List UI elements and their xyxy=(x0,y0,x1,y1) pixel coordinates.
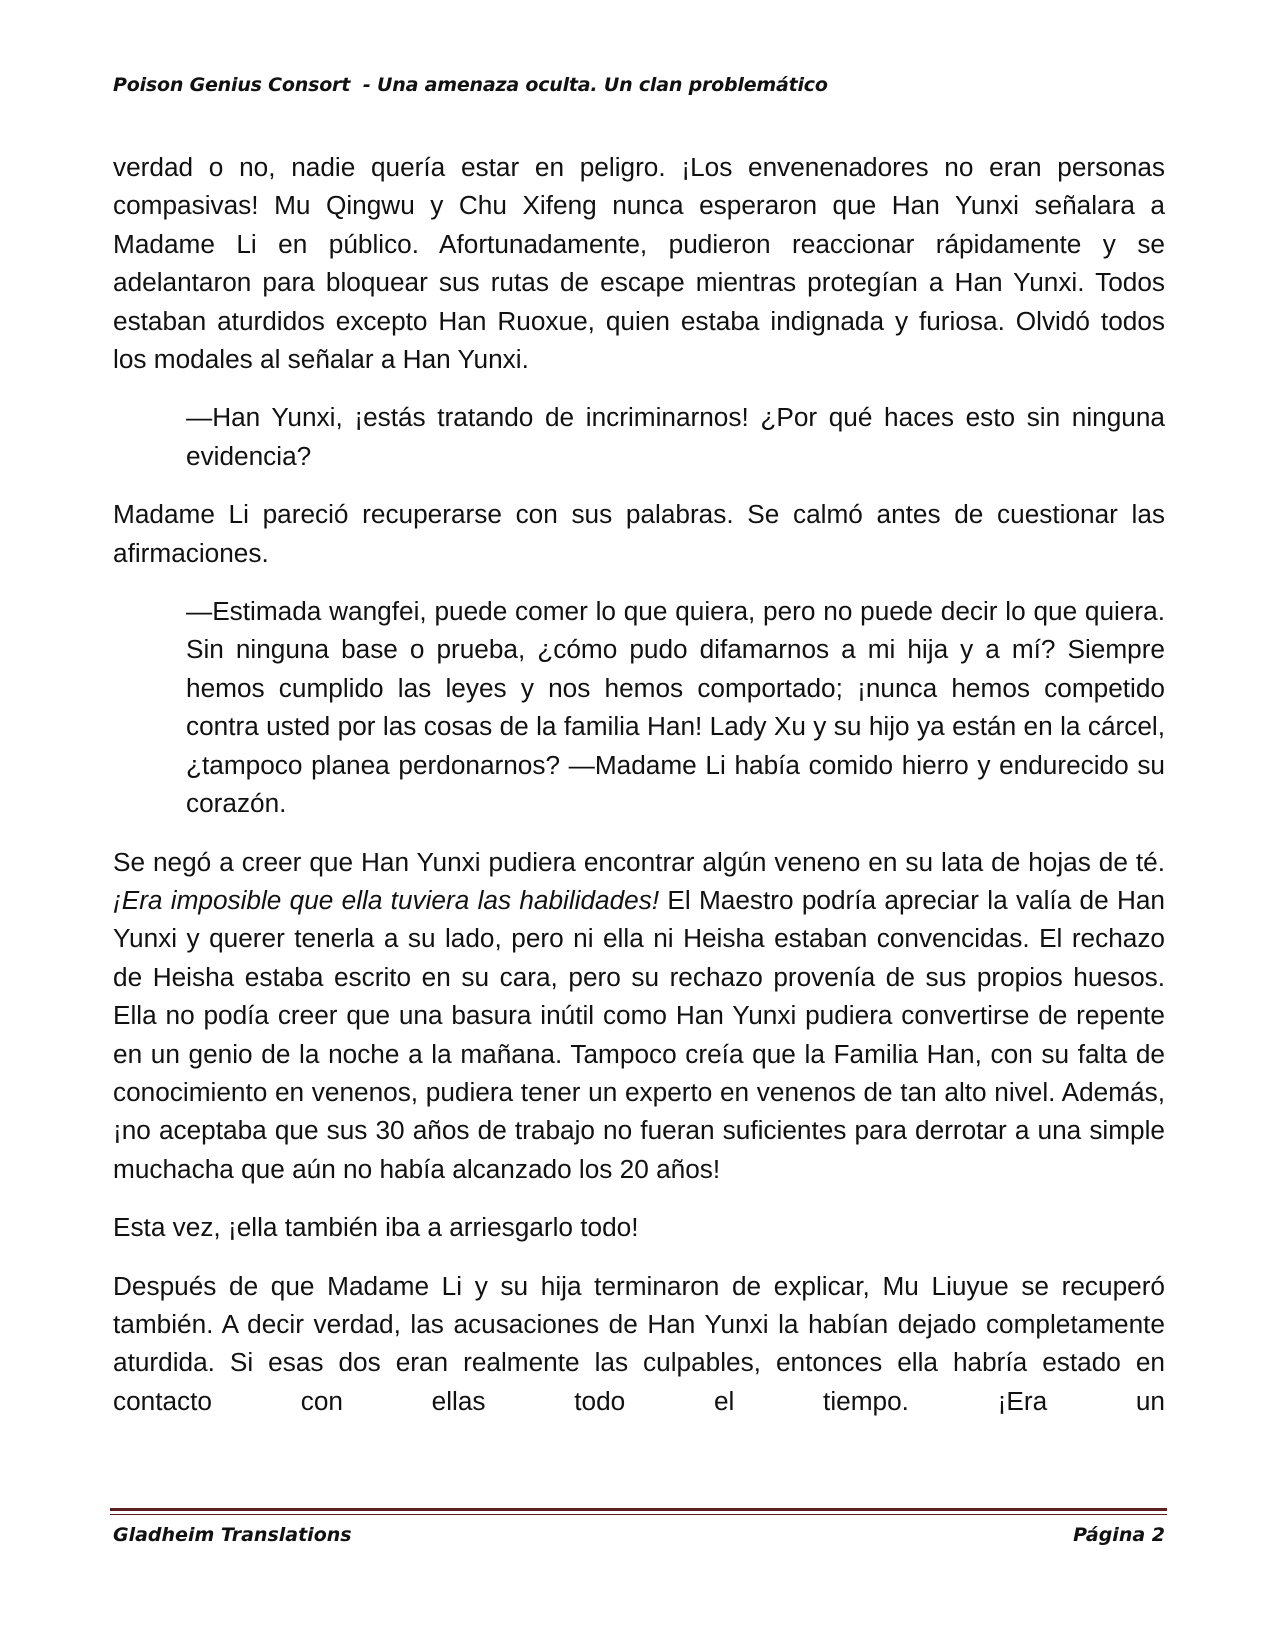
paragraph-1: verdad o no, nadie quería estar en peligro. ¡Los envenenadores no eran personas compasivas! Mu Qingwu y Chu Xifeng nunca esperaron que Han Yunxi señalara a Madame Li en público. Afortunadamente, pudieron reaccionar rápidamente y se adelantaron para bloquear sus rutas de escape mientras protegían a Han Yunxi. Todos estaban aturdidos excepto Han Ruoxue, quien estaba indignada y furiosa. Olvidó todos los modales al señalar a Han Yunxi. xyxy=(113,152,1165,375)
paragraph-3-italic-thought: ¡Era imposible que ella tuviera las habilidades! xyxy=(113,884,660,915)
footer-divider-thin xyxy=(110,1514,1167,1515)
dialogue-paragraph-2: —Estimada wangfei, puede comer lo que quiera, pero no puede decir lo que quiera. Sin ninguna base o prueba, ¿cómo pudo difamarnos a mi hija y a mí? Siempre hemos cumplido las leyes y nos hemos comportado; ¡nunca hemos competido contra usted por las cosas de la familia Han! Lady Xu y su hijo ya están en la cárcel, ¿tampoco planea perdonarnos? —Madame Li había comido hierro y endurecido su corazón. xyxy=(186,596,1165,819)
footer-divider-thick xyxy=(110,1508,1167,1511)
document-body xyxy=(113,148,1165,1440)
paragraph-3 xyxy=(113,843,1165,1189)
paragraph-4: Esta vez, ¡ella también iba a arriesgarlo todo! xyxy=(113,1212,639,1243)
paragraph-5: Después de que Madame Li y su hija terminaron de explicar, Mu Liuyue se recuperó también. A decir verdad, las acusaciones de Han Yunxi la habían dejado completamente aturdida. Si esas dos eran realmente las culpables, entonces ella habría estado en contacto con ellas todo el tiempo. ¡Era un xyxy=(113,1270,1165,1416)
paragraph-3-start: Se negó a creer que Han Yunxi pudiera encontrar algún veneno en su lata de hojas de té. xyxy=(113,846,1165,877)
page-header-title: Poison Genius Consort - Una amenaza oculta. Un clan problemático xyxy=(113,74,828,96)
dialogue-paragraph-1: —Han Yunxi, ¡estás tratando de incriminarnos! ¿Por qué haces esto sin ninguna evidencia? xyxy=(186,402,1165,471)
footer-page-number: Página 2 xyxy=(1073,1524,1165,1546)
paragraph-2: Madame Li pareció recuperarse con sus palabras. Se calmó antes de cuestionar las afirmaciones. xyxy=(113,499,1165,568)
paragraph-3-end: El Maestro podría apreciar la valía de Han Yunxi y querer tenerla a su lado, pero ni ella ni Heisha estaban convencidas. El rechazo de Heisha estaba escrito en su cara, pero su rechazo provenía de sus propios huesos. Ella no podía creer que una basura inútil como Han Yunxi pudiera convertirse de repente en un genio de la noche a la mañana. Tampoco creía que la Familia Han, con su falta de conocimiento en venenos, pudiera tener un experto en venenos de tan alto nivel. Además, ¡no aceptaba que sus 30 años de trabajo no fueran suficientes para derrotar a una simple muchacha que aún no había alcanzado los 20 años! xyxy=(113,884,1165,1184)
footer-publisher: Gladheim Translations xyxy=(113,1524,352,1546)
